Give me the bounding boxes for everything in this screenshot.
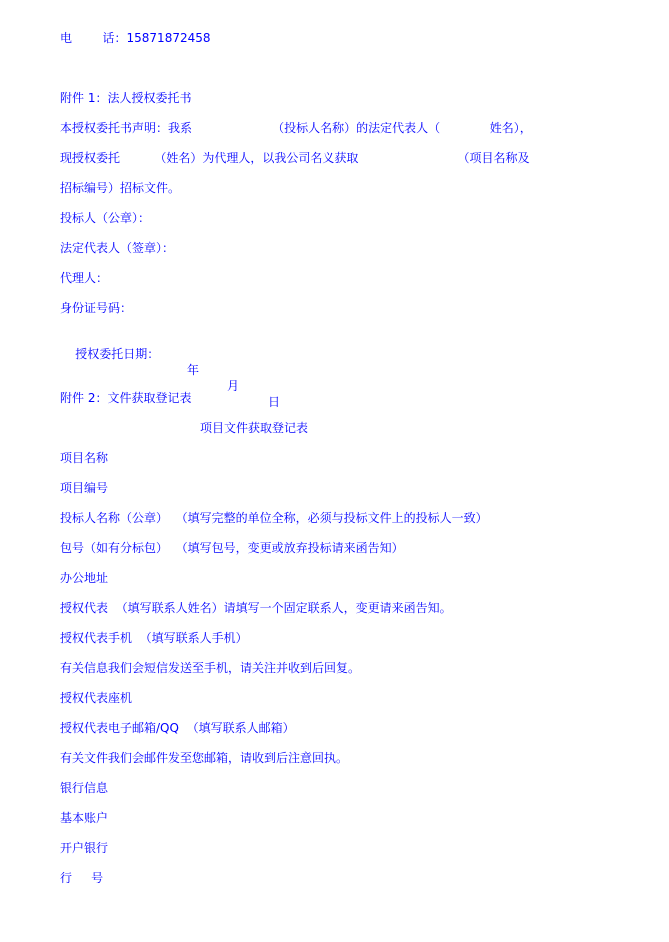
id-number-field: 身份证号码：: [60, 301, 133, 315]
table-row-opening-bank: 开户银行: [60, 841, 109, 855]
table-row-bidder-name: 投标人名称（公章） （填写完整的单位全称，必须与投标文件上的投标人一致）: [60, 511, 488, 525]
table-row-rep-email: 授权代表电子邮箱/QQ （填写联系人邮箱）: [60, 721, 295, 735]
attachment-2-heading: 附件 2：文件获取登记表: [60, 391, 192, 405]
table-row-rep-landline: 授权代表座机: [60, 691, 133, 705]
registration-table-title: 项目文件获取登记表: [200, 421, 309, 435]
table-row-package-number: 包号（如有分标包） （填写包号，变更或放弃投标请来函告知）: [60, 541, 404, 555]
table-row-bank-number: 行 号: [60, 871, 104, 885]
table-row-project-name: 项目名称: [60, 451, 109, 465]
attachment-1-heading: 附件 1：法人授权委托书: [60, 91, 192, 105]
table-row-authorized-rep: 授权代表 （填写联系人姓名）请填写一个固定联系人，变更请来函告知。: [60, 601, 452, 615]
authorization-statement-line-2: 现授权委托 （姓名）为代理人，以我公司名义获取 （项目名称及: [60, 151, 530, 165]
authorization-date-field: [60, 330, 281, 426]
table-row-sms-note: 有关信息我们会短信发送至手机，请关注并收到后回复。: [60, 661, 361, 675]
bidder-seal-field: 投标人（公章）：: [60, 211, 151, 225]
table-row-email-note: 有关文件我们会邮件发至您邮箱，请收到后注意回执。: [60, 751, 349, 765]
agent-field: 代理人：: [60, 271, 109, 285]
authorization-statement-line-1: 本授权委托书声明：我系 （投标人名称）的法定代表人（ 姓名），: [60, 121, 532, 135]
day-label: 日: [268, 395, 281, 409]
date-label: 授权委托日期：: [75, 347, 160, 361]
table-row-rep-mobile: 授权代表手机 （填写联系人手机）: [60, 631, 248, 645]
month-label: 月: [227, 379, 240, 393]
table-row-project-number: 项目编号: [60, 481, 109, 495]
legal-representative-signature-field: 法定代表人（签章）：: [60, 241, 175, 255]
table-row-office-address: 办公地址: [60, 571, 109, 585]
phone-line: 电 话：15871872458: [60, 31, 211, 45]
year-label: 年: [187, 363, 200, 377]
table-row-bank-info: 银行信息: [60, 781, 109, 795]
table-row-basic-account: 基本账户: [60, 811, 109, 825]
authorization-statement-line-3: 招标编号）招标文件。: [60, 181, 181, 195]
